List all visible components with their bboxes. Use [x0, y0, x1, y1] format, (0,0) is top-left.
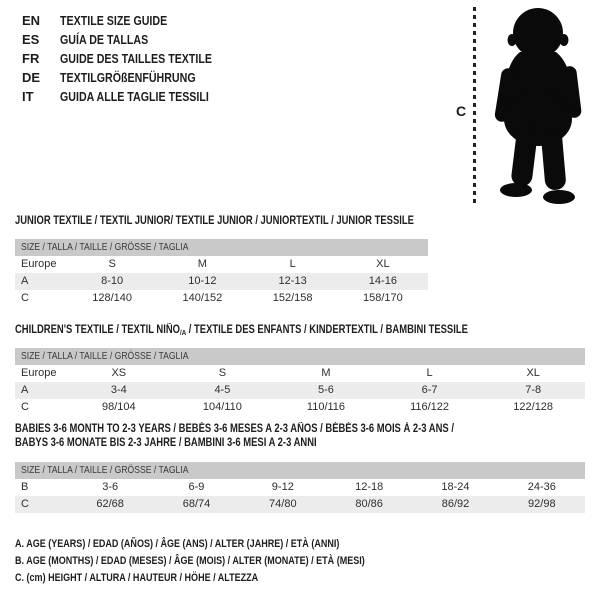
table-row-months	[15, 479, 585, 496]
size-cell: S	[218, 367, 227, 379]
lang-code: ES	[22, 32, 40, 47]
months-cell: 9-12	[271, 481, 294, 493]
height-cell: 128/140	[92, 292, 132, 304]
row-label: Europe	[21, 258, 57, 270]
height-cell: 110/116	[306, 401, 346, 413]
height-measure-label: C	[456, 103, 467, 119]
children-table	[15, 348, 585, 416]
table-row-europe	[15, 256, 428, 273]
months-cell: 3-6	[102, 481, 119, 493]
age-cell: 6-7	[421, 384, 438, 396]
lang-title: TEXTILE SIZE GUIDE	[60, 13, 168, 28]
children-table-title	[15, 323, 468, 340]
age-cell: 14-16	[368, 275, 397, 287]
lang-title: GUÍA DE TALLAS	[60, 32, 149, 47]
lang-row-de	[22, 68, 245, 87]
height-cell: 86/92	[441, 498, 470, 510]
row-label: A	[21, 384, 29, 396]
language-header	[22, 11, 245, 106]
row-label: C	[21, 498, 29, 510]
height-cell: 68/74	[182, 498, 211, 510]
row-label: A	[21, 275, 29, 287]
lang-code: EN	[22, 13, 41, 28]
size-cell: XS	[111, 367, 127, 379]
lang-code: IT	[22, 89, 34, 104]
size-cell: M	[197, 258, 207, 270]
footnote-age-years: A. AGE (YEARS) / EDAD (AÑOS) / ÂGE (ANS) / ALTER (JAHRE) / ETÀ (ANNI)	[15, 538, 340, 550]
lang-code: DE	[22, 70, 41, 85]
row-label: C	[21, 292, 29, 304]
table-row-age	[15, 382, 585, 399]
junior-table-title: JUNIOR TEXTILE / TEXTIL JUNIOR/ TEXTILE JUNIOR / JUNIORTEXTIL / JUNIOR TESSILE	[15, 215, 414, 227]
age-cell: 12-13	[278, 275, 307, 287]
size-header-bar	[15, 239, 428, 256]
size-cell: L	[426, 367, 433, 379]
months-cell: 18-24	[441, 481, 470, 493]
size-header-text: SIZE / TALLA / TAILLE / GRÖSSE / TAGLIA	[21, 464, 189, 476]
age-cell: 4-5	[214, 384, 231, 396]
lang-title: GUIDE DES TAILLES TEXTILE	[60, 51, 213, 66]
months-cell: 6-9	[188, 481, 205, 493]
table-row-age	[15, 273, 428, 290]
height-cell: 104/110	[202, 401, 242, 413]
height-cell: 92/98	[528, 498, 556, 510]
babies-table	[15, 462, 585, 513]
lang-title: GUIDA ALLE TAGLIE TESSILI	[60, 89, 209, 104]
table-row-height	[15, 496, 585, 513]
age-cell: 3-4	[110, 384, 127, 396]
size-header-bar	[15, 348, 585, 365]
height-cell: 158/170	[362, 292, 403, 304]
size-cell: XL	[376, 258, 390, 270]
children-title-part1: CHILDREN'S TEXTILE / TEXTIL NIÑO	[15, 324, 181, 336]
footnote-age-months: B. AGE (MONTHS) / EDAD (MESES) / ÂGE (MOIS) / ALTER (MONATE) / ETÀ (MESI)	[15, 555, 365, 567]
table-row-height	[15, 290, 428, 307]
size-cell: L	[289, 258, 296, 270]
size-cell: M	[321, 367, 331, 379]
height-cell: 122/128	[513, 401, 554, 413]
lang-code: FR	[22, 51, 40, 66]
height-measure-dashed-line	[473, 7, 476, 205]
age-cell: 7-8	[525, 384, 542, 396]
lang-row-en	[22, 11, 245, 30]
lang-title: TEXTILGRÖßENFÜHRUNG	[60, 70, 196, 85]
table-row-europe	[15, 365, 585, 382]
height-cell: 80/86	[355, 498, 383, 510]
children-title-subscript: /A	[180, 328, 187, 337]
babies-title-line1: BABIES 3-6 MONTH TO 2-3 YEARS / BEBÉS 3-6 MESES A 2-3 AÑOS / BÉBÉS 3-6 MOIS À 2-3 ANS /	[15, 423, 454, 435]
row-label: C	[21, 401, 29, 413]
footnote-height: C. (cm) HEIGHT / ALTURA / HAUTEUR / HÖHE / ALTEZZA	[15, 572, 259, 584]
months-cell: 24-36	[527, 481, 556, 493]
size-header-text: SIZE / TALLA / TAILLE / GRÖSSE / TAGLIA	[21, 241, 189, 253]
age-cell: 10-12	[188, 275, 217, 287]
babies-table-title	[15, 422, 600, 450]
months-cell: 12-18	[355, 481, 384, 493]
age-cell: 8-10	[101, 275, 124, 287]
lang-row-es	[22, 30, 245, 49]
height-cell: 74/80	[269, 498, 297, 510]
baby-silhouette-icon	[484, 6, 596, 206]
table-row-height	[15, 399, 585, 416]
lang-row-it	[22, 87, 245, 106]
size-cell: XL	[526, 367, 540, 379]
row-label: Europe	[21, 367, 57, 379]
size-header-bar	[15, 462, 585, 479]
height-cell: 140/152	[182, 292, 223, 304]
size-cell: S	[108, 258, 116, 270]
children-title-part2: / TEXTILE DES ENFANTS / KINDERTEXTIL / BAMBINI TESSILE	[186, 324, 468, 336]
age-cell: 5-6	[318, 384, 334, 396]
junior-table	[15, 239, 428, 307]
babies-title-line2: BABYS 3-6 MONATE BIS 2-3 JAHRE / BAMBINI 3-6 MESI A 2-3 ANNI	[15, 437, 317, 449]
height-cell: 98/104	[101, 401, 136, 413]
height-cell: 116/122	[410, 401, 450, 413]
row-label: B	[21, 481, 29, 493]
height-cell: 152/158	[272, 292, 313, 304]
height-cell: 62/68	[96, 498, 124, 510]
lang-row-fr	[22, 49, 245, 68]
size-header-text: SIZE / TALLA / TAILLE / GRÖSSE / TAGLIA	[21, 350, 189, 362]
